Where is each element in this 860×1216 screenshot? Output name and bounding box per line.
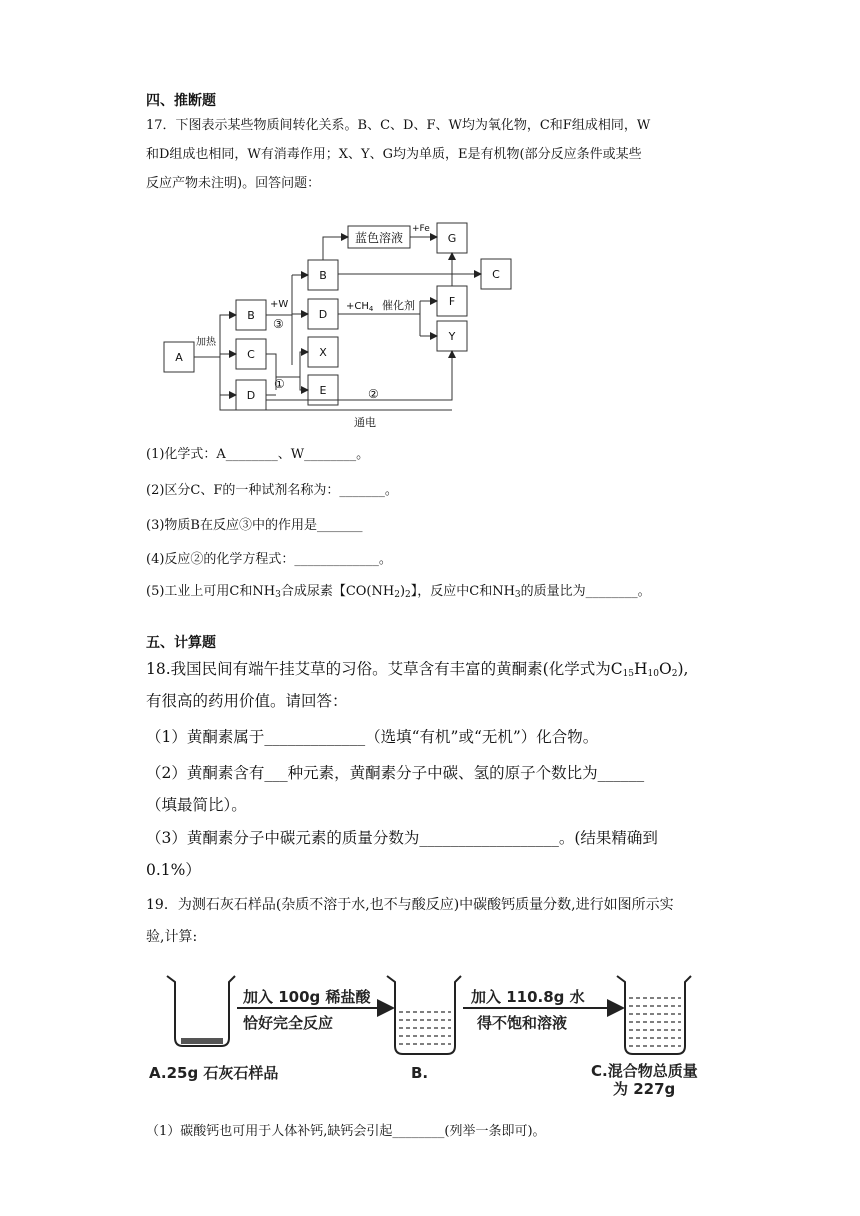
section-5-title: 五、计算题 <box>146 635 216 651</box>
svg-text:E: E <box>319 384 327 397</box>
q18-line-2: 有很高的药用价值。请回答： <box>146 692 348 710</box>
svg-text:Y: Y <box>448 330 456 343</box>
svg-text:蓝色溶液: 蓝色溶液 <box>354 231 404 245</box>
svg-text:加入 110.8g 水: 加入 110.8g 水 <box>471 988 585 1006</box>
svg-text:C.混合物总质量: C.混合物总质量 <box>591 1062 698 1080</box>
svg-text:+CH4: $+CH_4$ <box>346 301 374 313</box>
q18-line-1: 18.我国民间有端午挂艾草的习俗。艾草含有丰富的黄酮素(化学式为$C_{15}H_{10}O_2$), <box>146 660 689 679</box>
beaker-b <box>387 976 461 1054</box>
q17-diagram <box>150 215 530 435</box>
svg-text:A.25g 石灰石样品: A.25g 石灰石样品 <box>149 1064 279 1082</box>
svg-text:C: C <box>492 268 500 281</box>
svg-text:+Fe: +Fe <box>412 224 430 234</box>
q17-line-1: 17．下图表示某些物质间转化关系。B、C、D、F、W均为氧化物，C和F组成相同，W <box>146 118 651 133</box>
svg-text:为 227g: 为 227g <box>613 1080 676 1098</box>
q17-line-3: 反应产物未注明)。回答问题： <box>146 176 321 191</box>
q18-sub-1: （1）黄酮素属于_____________（选填“有机”或“无机”）化合物。 <box>146 728 599 746</box>
svg-text:F: F <box>448 295 456 308</box>
svg-text:通电: 通电 <box>354 416 376 429</box>
svg-text:加热: 加热 <box>196 337 216 348</box>
svg-text:恰好完全反应: 恰好完全反应 <box>243 1014 334 1032</box>
q19-line-2: 验,计算: <box>146 929 198 945</box>
svg-text:C: C <box>247 348 255 361</box>
q19-sub-1: （1）碳酸钙也可用于人体补钙,缺钙会引起________(列举一条即可)。 <box>146 1124 546 1139</box>
box-a-label: A <box>175 351 183 364</box>
q17-sub-3: (3)物质B在反应③中的作用是_______ <box>146 518 363 533</box>
svg-text:B.: B. <box>411 1064 429 1082</box>
q19-line-1: 19．为测石灰石样品(杂质不溶于水,也不与酸反应)中碳酸钙质量分数,进行如图所示实 <box>146 897 674 913</box>
svg-text:B: B <box>319 269 327 282</box>
section-4-title: 四、推断题 <box>146 93 216 109</box>
q17-sub-5: (5)工业上可用C和$NH_3$合成尿素【$CO(NH_2)_2$】，反应中C和$NH_3$的质量比为________。 <box>146 584 651 600</box>
q18-sub-3b: 0.1%） <box>146 861 201 879</box>
beaker-a-sample <box>181 1038 223 1044</box>
beaker-c <box>617 976 691 1054</box>
q18-sub-2b: （填最简比）。 <box>146 796 247 814</box>
svg-text:B: B <box>247 309 255 322</box>
q17-line-2: 和D组成也相同，W有消毒作用；X、Y、G均为单质，E是有机物(部分反应条件或某些 <box>146 147 642 162</box>
svg-text:D: D <box>246 389 256 402</box>
svg-text:③: ③ <box>273 317 284 331</box>
q17-sub-1: (1)化学式：A________、W________。 <box>146 447 370 462</box>
q18-sub-2: （2）黄酮素含有___种元素，黄酮素分子中碳、氢的原子个数比为______ <box>146 764 645 782</box>
svg-text:加入 100g 稀盐酸: 加入 100g 稀盐酸 <box>243 988 371 1006</box>
svg-text:G: G <box>447 232 457 245</box>
svg-text:①: ① <box>274 377 285 391</box>
q18-sub-3: （3）黄酮素分子中碳元素的质量分数为__________________。(结果精确到 <box>146 829 658 847</box>
svg-text:催化剂: 催化剂 <box>382 299 415 312</box>
svg-text:+W: +W <box>270 299 289 310</box>
beaker-a <box>167 976 235 1046</box>
svg-text:②: ② <box>368 387 379 401</box>
q17-sub-4: (4)反应②的化学方程式：_____________。 <box>146 552 392 567</box>
svg-text:D: D <box>318 308 328 321</box>
svg-text:X: X <box>319 346 327 359</box>
svg-text:得不饱和溶液: 得不饱和溶液 <box>477 1014 568 1032</box>
beaker-c-liquid <box>629 998 681 1046</box>
beaker-b-liquid <box>399 1012 451 1044</box>
q19-figure <box>145 968 735 1098</box>
q17-sub-2: (2)区分C、F的一种试剂名称为：_______。 <box>146 483 398 498</box>
